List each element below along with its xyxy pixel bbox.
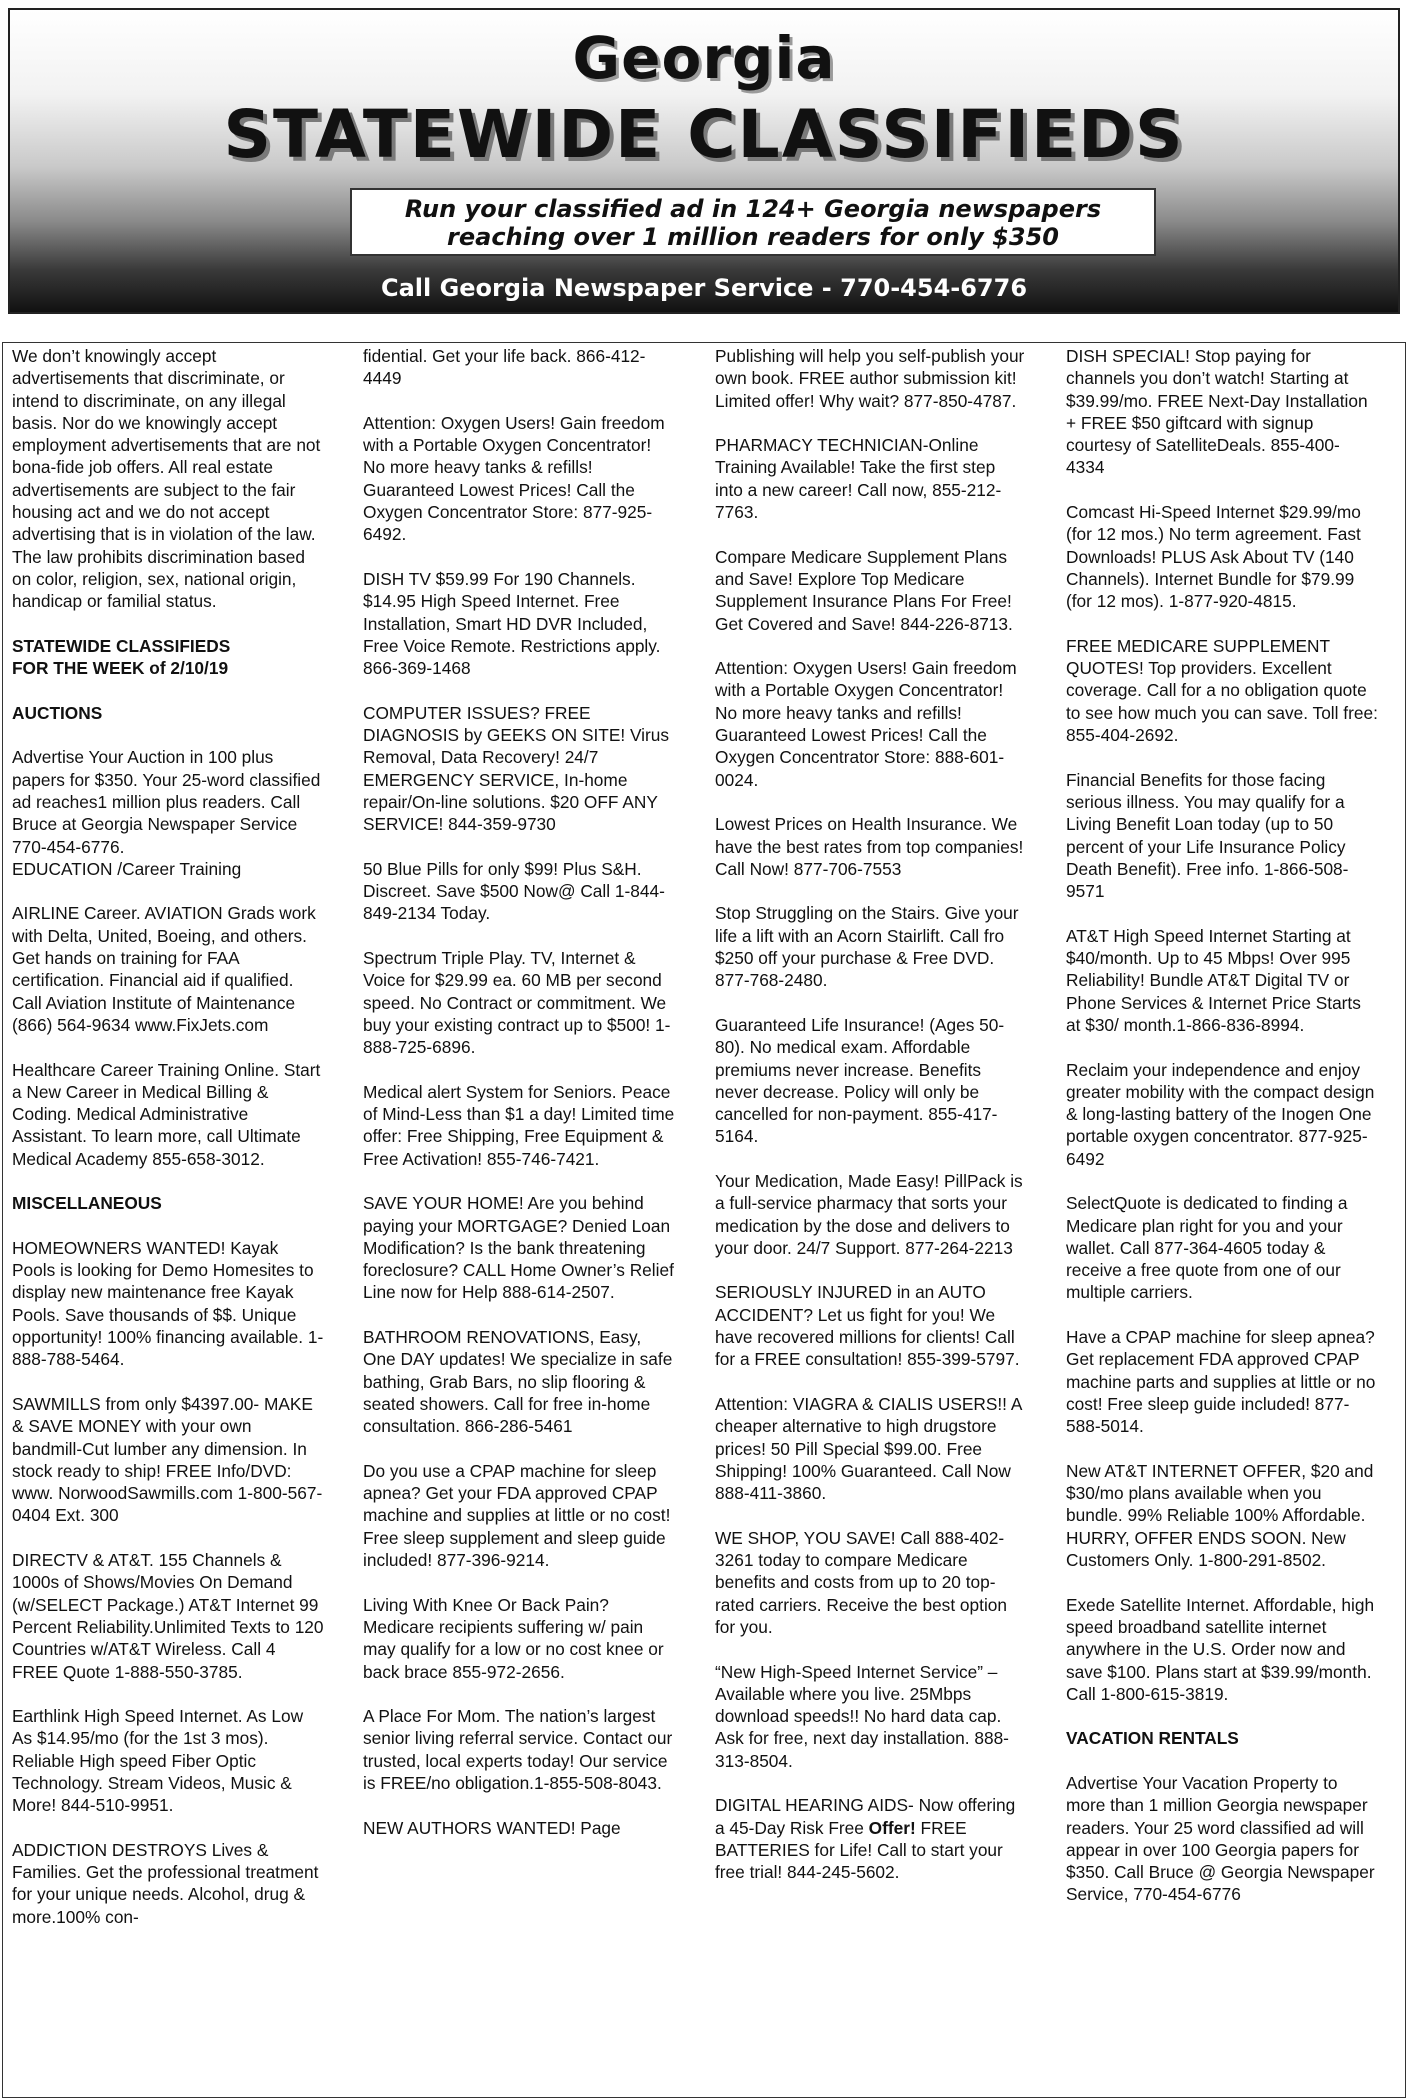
classified-ad: Attention: Oxygen Users! Gain freedom with a Portable Oxygen Concentrator! No more heavy tanks & refills! Guaranteed Lowest Prices! Call the Oxygen Concentrator Store: 877-925-6492. <box>363 412 665 545</box>
classified-ad: COMPUTER ISSUES? FREE DIAGNOSIS by GEEKS ON SITE! Virus Removal, Data Recovery! 24/7 EMERGENCY SERVICE, In-home repair/On-line solutions. $20 OFF ANY SERVICE! 844-359-9730 <box>363 702 670 835</box>
call-line: Call Georgia Newspaper Service - 770-454-6776 <box>380 274 1028 302</box>
classified-ad: Have a CPAP machine for sleep apnea? Get replacement FDA approved CPAP machine parts and supplies at little or no cost! Free sleep guide included! 877-588-5014. <box>1066 1327 1376 1437</box>
classified-ad: DIRECTV & AT&T. 155 Channels & 1000s of Shows/Movies On Demand (w/SELECT Package.) AT&T Internet 99 Percent Reliability.Unlimited Texts to 120 Countries w/AT&T Wireless. Call 4 FREE Quote 1-888-550-3785. <box>12 1550 324 1682</box>
column-1 <box>12 345 324 2093</box>
classified-ad: Do you use a CPAP machine for sleep apnea? Get your FDA approved CPAP machine and supplies at little or no cost! Free sleep supplement and sleep guide included! 877-396-9214. <box>363 1460 671 1571</box>
ad-text: DIGITAL HEARING AIDS- Now offering a 45-Day Risk Free <box>715 1795 1016 1838</box>
classified-ad: New AT&T INTERNET OFFER, $20 and $30/mo plans available when you bundle. 99% Reliable 100% Affordable. HURRY, OFFER ENDS SOON. New Customers Only. 1-800-291-8502. <box>1066 1460 1374 1571</box>
classified-ad: Reclaim your independence and enjoy greater mobility with the compact design & long-lasting battery of the Inogen One portable oxygen concentrator. 877-925-6492 <box>1066 1059 1375 1169</box>
classified-ad: SAWMILLS from only $4397.00- MAKE & SAVE MONEY with your own bandmill-Cut lumber any dimension. In stock ready to ship! FREE Info/DVD: www. NorwoodSawmills.com 1-800-567-0404 Ext. 300 <box>12 1393 323 1526</box>
classified-ad: fidential. Get your life back. 866-412-4449 <box>363 346 646 389</box>
classified-ad: Stop Struggling on the Stairs. Give your life a lift with an Acorn Stairlift. Call fro $250 off your purchase & Free DVD. 877-768-2480. <box>715 903 1019 991</box>
classified-ad: Your Medication, Made Easy! PillPack is a full-service pharmacy that sorts your medication by the dose and delivers to your door. 24/7 Support. 877-264-2213 <box>715 1170 1023 1258</box>
classified-ad: AIRLINE Career. AVIATION Grads work with Delta, United, Boeing, and others. Get hands on training for FAA certification. Financial aid if qualified. Call Aviation Institute of Maintenance (866) 564-9634 www.FixJets.com <box>12 903 316 1035</box>
classified-ad: Earthlink High Speed Internet. As Low As $14.95/mo (for the 1st 3 mos). Reliable High speed Fiber Optic Technology. Stream Videos, Music & More! 844-510-9951. <box>12 1706 304 1816</box>
ad-text-bold: Offer! <box>868 1817 916 1838</box>
classifieds-body <box>2 342 1406 2098</box>
classified-ad: NEW AUTHORS WANTED! Page <box>363 1817 621 1838</box>
classified-ad: ADDICTION DESTROYS Lives & Families. Get the professional treatment for your unique needs. Alcohol, drug & more.100% con- <box>12 1839 319 1927</box>
classified-ad: BATHROOM RENOVATIONS, Easy, One DAY updates! We specialize in safe bathing, Grab Bars, no slip flooring & seated showers. Call for free in-home consultation. 866-286-5461 <box>363 1327 673 1437</box>
classified-ad: “New High-Speed Internet Service” –Available where you live. 25Mbps download speeds!! No hard data cap. Ask for free, next day installation. 888-313-8504. <box>715 1661 1009 1771</box>
classified-ad: AT&T High Speed Internet Starting at $40/month. Up to 45 Mbps! Over 995 Reliability! Bundle AT&T Digital TV or Phone Services & Internet Price Starts at $30/ month.1-866-836-8994. <box>1066 925 1361 1035</box>
classified-ad: WE SHOP, YOU SAVE! Call 888-402-3261 today to compare Medicare benefits and costs from up to 20 top-rated carriers. Receive the best option for you. <box>715 1527 1008 1637</box>
classified-ad: Attention: Oxygen Users! Gain freedom with a Portable Oxygen Concentrator! No more heavy tanks and refills! Guaranteed Lowest Prices! Call the Oxygen Concentrator Store: 888-601-0024. <box>715 658 1017 790</box>
classified-ad: Lowest Prices on Health Insurance. We have the best rates from top companies! Call Now! 877-706-7553 <box>715 814 1024 879</box>
classified-ad: Financial Benefits for those facing serious illness. You may qualify for a Living Benefit Loan today (up to 50 percent of your Life Insurance Policy Death Benefit). Free info. 1-866-508-9571 <box>1066 769 1349 902</box>
masthead-state: Georgia <box>572 24 836 92</box>
classified-ad: Living With Knee Or Back Pain? Medicare recipients suffering w/ pain may qualify for a low or no cost knee or back brace 855-972-2656. <box>363 1594 664 1682</box>
tagline-line-2: reaching over 1 million readers for only $350 <box>447 223 1059 251</box>
week-header-line-1: STATEWIDE CLASSIFIEDS <box>12 635 231 656</box>
classified-ad: Comcast Hi-Speed Internet $29.99/mo (for 12 mos.) No term agreement. Fast Downloads! PLUS Ask About TV (140 Channels). Internet Bundle for $79.99 (for 12 mos). 1-877-920-4815. <box>1066 502 1361 612</box>
classified-ad: HOMEOWNERS WANTED! Kayak Pools is looking for Demo Homesites to display new maintenance free Kayak Pools. Save thousands of $$. Unique opportunity! 100% financing available. 1-888-788-5464. <box>12 1237 324 1370</box>
classified-ad: 50 Blue Pills for only $99! Plus S&H. Discreet. Save $500 Now@ Call 1-844-849-2134 Today. <box>363 858 665 924</box>
classified-ad: Advertise Your Vacation Property to more than 1 million Georgia newspaper readers. Your 25 word classified ad will appear in over 100 Georgia papers for $350. Call Bruce @ Georgia Newspaper Service, 770-454-6776 <box>1066 1773 1375 1905</box>
classified-ad: Guaranteed Life Insurance! (Ages 50-80). No medical exam. Affordable premiums never increase. Benefits never decrease. Policy will only be cancelled for non-payment. 855-417-5164. <box>715 1014 1005 1147</box>
classified-ad: Advertise Your Auction in 100 plus papers for $350. Your 25-word classified ad reaches1 million plus readers. Call Bruce at Georgia Newspaper Service 770-454-6776. <box>12 747 321 857</box>
column-3 <box>715 345 1027 2093</box>
classified-ad <box>715 1794 1027 1883</box>
disclaimer: We don’t knowingly accept advertisements that discriminate, or intend to discriminate, on any illegal basis. Nor do we knowingly accept employment advertisements that are not bona-fide job offers. All real estate advertisements are subject to the fair housing act and we do not accept advertising that is in violation of the law. The law prohibits discrimination based on color, religion, sex, national origin, handicap or familial status. <box>12 346 321 612</box>
classified-ad: Medical alert System for Seniors. Peace of Mind-Less than $1 a day! Limited time offer: Free Shipping, Free Equipment & Free Activation! 855-746-7421. <box>363 1081 675 1169</box>
classified-ad: Publishing will help you self-publish your own book. FREE author submission kit! Limited offer! Why wait? 877-850-4787. <box>715 346 1025 411</box>
classified-ad: A Place For Mom. The nation’s largest senior living referral service. Contact our trusted, local experts today! Our service is FREE/no obligation.1-855-508-8043. <box>363 1706 673 1793</box>
classified-ad: SERIOUSLY INJURED in an AUTO ACCIDENT? Let us fight for you! We have recovered millions for clients! Call for a FREE consultation! 855-399-5797. <box>715 1282 1020 1370</box>
masthead-title: STATEWIDE CLASSIFIEDS <box>223 96 1185 173</box>
classified-ad: PHARMACY TECHNICIAN-Online Training Available! Take the first step into a new career! Call now, 855-212-7763. <box>715 435 1002 523</box>
classified-ad: Attention: VIAGRA & CIALIS USERS!! A cheaper alternative to high drugstore prices! 50 Pill Special $99.00. Free Shipping! 100% Guaranteed. Call Now 888-411-3860. <box>715 1393 1022 1504</box>
week-header-line-2: FOR THE WEEK of 2/10/19 <box>12 658 229 679</box>
masthead-banner <box>8 8 1400 314</box>
column-2 <box>363 345 675 2093</box>
tagline-line-1: Run your classified ad in 124+ Georgia newspapers <box>404 195 1102 223</box>
ad-text: FREE BATTERIES for Life! Call to start your free trial! 844-245-5602. <box>715 1817 1003 1883</box>
classified-ad: FREE MEDICARE SUPPLEMENT QUOTES! Top providers. Excellent coverage. Call for a no obligation quote to see how much you can save. Toll free: 855-404-2692. <box>1066 635 1378 746</box>
classified-ad: SAVE YOUR HOME! Are you behind paying your MORTGAGE? Denied Loan Modification? Is the bank threatening foreclosure? CALL Home Owner’s Relief Line now for Help 888-614-2507. <box>363 1193 674 1303</box>
classified-ad: SelectQuote is dedicated to finding a Medicare plan right for you and your wallet. Call 877-364-4605 today & receive a free quote from one of our multiple carriers. <box>1066 1193 1348 1303</box>
classified-ad: Compare Medicare Supplement Plans and Save! Explore Top Medicare Supplement Insurance Plans For Free! Get Covered and Save! 844-226-8713. <box>715 546 1013 634</box>
section-heading-auctions: AUCTIONS <box>12 702 103 723</box>
column-4 <box>1066 345 1378 2093</box>
section-heading-miscellaneous: MISCELLANEOUS <box>12 1193 162 1214</box>
tagline-box <box>350 188 1156 256</box>
week-header <box>12 635 324 680</box>
classified-ad: Healthcare Career Training Online. Start a New Career in Medical Billing & Coding. Medical Administrative Assistant. To learn more, call Ultimate Medical Academy 855-658-3012. <box>12 1059 321 1169</box>
classified-ad: DISH TV $59.99 For 190 Channels. $14.95 High Speed Internet. Free Installation, Smart HD DVR Included, Free Voice Remote. Restrictions apply. 866-369-1468 <box>363 568 661 679</box>
classified-ad: DISH SPECIAL! Stop paying for channels you don’t watch! Starting at $39.99/mo. FREE Next-Day Installation + FREE $50 giftcard with signup courtesy of SatelliteDeals. 855-400-4334 <box>1066 346 1368 478</box>
classified-ad: Spectrum Triple Play. TV, Internet & Voice for $29.99 ea. 60 MB per second speed. No Contract or commitment. We buy your existing contract up to $500! 1-888-725-6896. <box>363 948 671 1058</box>
classified-ad: Exede Satellite Internet. Affordable, high speed broadband satellite internet anywhere in the U.S. Order now and save $100. Plans start at $39.99/month. Call 1-800-615-3819. <box>1066 1594 1375 1704</box>
section-heading-vacation-rentals: VACATION RENTALS <box>1066 1728 1239 1749</box>
category-education: EDUCATION /Career Training <box>12 858 242 879</box>
